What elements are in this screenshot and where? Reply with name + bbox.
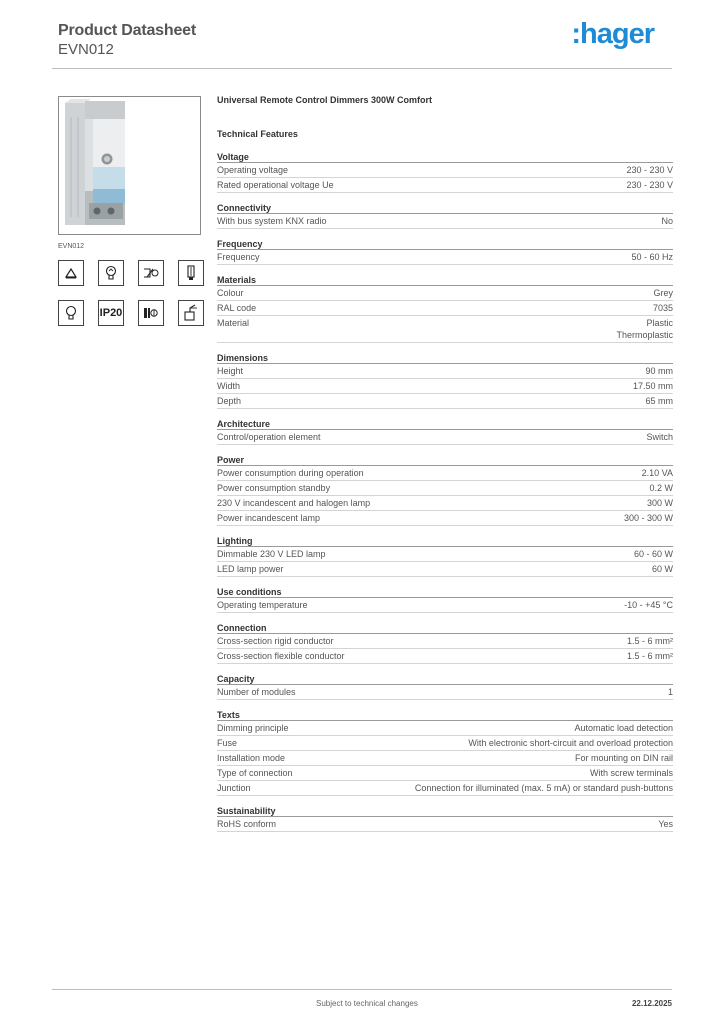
spec-label: Power consumption during operation xyxy=(217,468,364,478)
spec-label: Frequency xyxy=(217,252,260,262)
spec-row xyxy=(217,430,673,445)
spec-label: Cross-section rigid conductor xyxy=(217,636,334,646)
spec-value: 1.5 - 6 mm² xyxy=(626,636,673,646)
spec-section xyxy=(217,673,673,700)
spec-section xyxy=(217,202,673,229)
spec-row xyxy=(217,634,673,649)
section-heading: Lighting xyxy=(217,535,673,547)
spec-row xyxy=(217,364,673,379)
spec-section xyxy=(217,151,673,193)
spec-section xyxy=(217,418,673,445)
section-heading: Capacity xyxy=(217,673,673,685)
spec-row xyxy=(217,163,673,178)
spec-value: 50 - 60 Hz xyxy=(631,252,673,262)
spec-row xyxy=(217,781,673,796)
spec-panel xyxy=(217,95,673,841)
footer-date: 22.12.2025 xyxy=(631,999,672,1008)
section-heading: Use conditions xyxy=(217,586,673,598)
page-header xyxy=(58,18,672,68)
section-heading: Sustainability xyxy=(217,805,673,817)
spec-row xyxy=(217,394,673,409)
spec-row xyxy=(217,751,673,766)
page-title: Product Datasheet xyxy=(58,22,196,39)
fluorescent-tube-icon xyxy=(178,260,204,286)
spec-label: Colour xyxy=(217,288,244,298)
technical-features-heading: Technical Features xyxy=(217,129,298,139)
spec-row xyxy=(217,250,673,265)
spec-row xyxy=(217,598,673,613)
spec-row xyxy=(217,316,673,343)
spec-value: Grey xyxy=(653,288,673,298)
spec-label: Height xyxy=(217,366,244,376)
header-divider xyxy=(52,68,672,69)
spec-label: Width xyxy=(217,381,241,391)
spec-value: 7035 xyxy=(652,303,673,313)
halogen-lamp-icon xyxy=(98,260,124,286)
section-heading: Connectivity xyxy=(217,202,673,214)
spec-label: Junction xyxy=(217,783,251,793)
spec-label: Dimming principle xyxy=(217,723,289,733)
spec-value: 300 - 300 W xyxy=(623,513,673,523)
spec-row xyxy=(217,214,673,229)
spec-row xyxy=(217,466,673,481)
section-heading: Voltage xyxy=(217,151,673,163)
pushbutton-icon xyxy=(178,300,204,326)
spec-section xyxy=(217,622,673,664)
section-heading: Dimensions xyxy=(217,352,673,364)
spec-value: For mounting on DIN rail xyxy=(574,753,673,763)
spec-label: Dimmable 230 V LED lamp xyxy=(217,549,326,559)
spec-row xyxy=(217,301,673,316)
spec-value: 2.10 VA xyxy=(641,468,673,478)
led-driver-icon xyxy=(138,300,164,326)
spec-label: Operating temperature xyxy=(217,600,308,610)
spec-label: Number of modules xyxy=(217,687,296,697)
spec-section xyxy=(217,535,673,577)
spec-label: LED lamp power xyxy=(217,564,284,574)
spec-value: 65 mm xyxy=(645,396,673,406)
spec-row xyxy=(217,685,673,700)
spec-value: With electronic short-circuit and overload protection xyxy=(468,738,673,748)
spec-label: 230 V incandescent and halogen lamp xyxy=(217,498,371,508)
footer-divider xyxy=(52,989,672,990)
spec-label: Cross-section flexible conductor xyxy=(217,651,345,661)
spec-value: With screw terminals xyxy=(589,768,673,778)
spec-value: 230 - 230 V xyxy=(626,180,673,190)
section-heading: Architecture xyxy=(217,418,673,430)
spec-label: RoHS conform xyxy=(217,819,277,829)
spec-label: Operating voltage xyxy=(217,165,289,175)
spec-label: Material xyxy=(217,318,250,328)
spec-label: Installation mode xyxy=(217,753,286,763)
spec-row xyxy=(217,511,673,526)
footer-note: Subject to technical changes xyxy=(316,999,418,1008)
spec-value: 0.2 W xyxy=(649,483,673,493)
spec-section xyxy=(217,586,673,613)
spec-section xyxy=(217,238,673,265)
section-heading: Materials xyxy=(217,274,673,286)
spec-sections xyxy=(217,151,673,832)
spec-label: With bus system KNX radio xyxy=(217,216,327,226)
spec-value: 1 xyxy=(667,687,673,697)
spec-label: Rated operational voltage Ue xyxy=(217,180,334,190)
spec-value: Yes xyxy=(658,819,673,829)
spec-section xyxy=(217,805,673,832)
spec-label: Type of connection xyxy=(217,768,293,778)
spec-section xyxy=(217,454,673,526)
spec-value: Connection for illuminated (max. 5 mA) or standard push-buttons xyxy=(414,783,673,793)
transformer-icon xyxy=(138,260,164,286)
product-code: EVN012 xyxy=(58,41,114,58)
section-heading: Texts xyxy=(217,709,673,721)
spec-label: Power incandescent lamp xyxy=(217,513,321,523)
spec-row xyxy=(217,481,673,496)
spec-value: 1.5 - 6 mm² xyxy=(626,651,673,661)
spec-label: Fuse xyxy=(217,738,238,748)
spec-section xyxy=(217,709,673,796)
spec-row xyxy=(217,286,673,301)
spec-value: 17.50 mm xyxy=(632,381,673,391)
spec-label: Power consumption standby xyxy=(217,483,331,493)
spec-value: 60 - 60 W xyxy=(633,549,673,559)
section-heading: Frequency xyxy=(217,238,673,250)
spec-row xyxy=(217,379,673,394)
bulb-icon xyxy=(58,300,84,326)
dimmer-module-illustration xyxy=(59,97,201,235)
spec-row xyxy=(217,547,673,562)
spec-row xyxy=(217,178,673,193)
spec-value: 300 W xyxy=(646,498,673,508)
spec-section xyxy=(217,274,673,343)
spec-section xyxy=(217,352,673,409)
spec-value: 230 - 230 V xyxy=(626,165,673,175)
spec-row xyxy=(217,496,673,511)
spec-row xyxy=(217,817,673,832)
spec-row xyxy=(217,736,673,751)
spec-value: 90 mm xyxy=(645,366,673,376)
spec-label: Depth xyxy=(217,396,242,406)
product-image xyxy=(58,96,201,235)
section-heading: Connection xyxy=(217,622,673,634)
spec-row xyxy=(217,649,673,664)
indoor-lamp-icon xyxy=(58,260,84,286)
image-caption: EVN012 xyxy=(58,243,85,250)
spec-value: -10 - +45 °C xyxy=(624,600,673,610)
spec-value: Switch xyxy=(646,432,673,442)
spec-value: No xyxy=(661,216,673,226)
hager-logo: :hager xyxy=(571,18,654,50)
section-heading: Power xyxy=(217,454,673,466)
spec-label: RAL code xyxy=(217,303,257,313)
spec-row xyxy=(217,721,673,736)
spec-value: Automatic load detection xyxy=(574,723,673,733)
spec-row xyxy=(217,562,673,577)
spec-row xyxy=(217,766,673,781)
ip20-badge: IP20 xyxy=(98,300,124,326)
spec-label: Control/operation element xyxy=(217,432,321,442)
product-name: Universal Remote Control Dimmers 300W Comfort xyxy=(217,95,433,105)
spec-value: 60 W xyxy=(651,564,673,574)
spec-value: Plastic Thermoplastic xyxy=(616,318,673,340)
